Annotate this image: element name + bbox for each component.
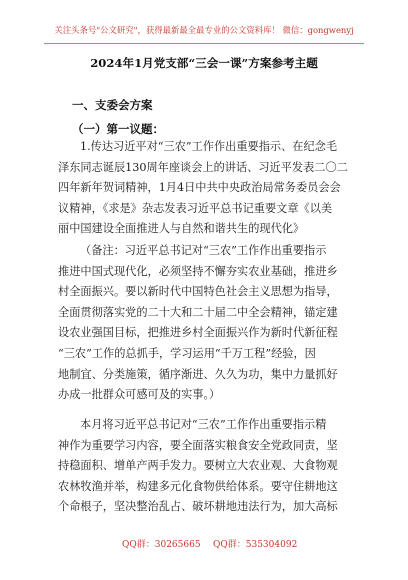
paragraph-line: 本月将习近平总书记对“三农”工作作出重要指示精 [80, 418, 327, 431]
paragraph-line: 泽东同志诞辰130周年座谈会上的讲话、习近平发表二〇二 [58, 160, 348, 174]
section-heading: 一、支委会方案 [72, 98, 153, 112]
paragraph-note [58, 241, 358, 406]
paragraph-line: 丽中国建设全面推进人与自然和谐共生的现代化》 [58, 222, 305, 236]
document-title: 2024年1月党支部“三会一课”方案参考主题 [90, 56, 318, 70]
paragraph-line: “三农”工作的总抓手，学习运用“千万工程”经验，因 [58, 346, 316, 360]
header-watermark-note: 关注头条号"公文研究"，获得最新最全最专业的公文资料库！ 微信：gongwenyj [54, 25, 354, 35]
paragraph-line: 个命根子，坚决整治乱占、破坏耕地违法行为，加大高标 [58, 500, 338, 514]
paragraph-line: 四年新年贺词精神，1月4日中共中央政治局常务委员会会 [58, 181, 341, 195]
paragraph-line: 持稳面积、增单产两手发力。要树立大农业观、大食物观 [58, 459, 338, 473]
paragraph-line: 农林牧渔并举，构建多元化食物供给体系。要守住耕地这 [58, 479, 338, 493]
footer-qq-group-1: QQ群：30265665 [122, 540, 201, 550]
paragraph-monthly-study [58, 415, 358, 518]
paragraph-agenda-item-1 [58, 137, 358, 240]
paragraph-line: 村全面振兴。要以新时代中国特色社会主义思想为指导， [58, 285, 338, 299]
paragraph-line: 办成一批群众可感可及的实事。） [58, 388, 221, 402]
paragraph-line: 议精神，《求是》杂志发表习近平总书记重要文章《以美 [58, 201, 333, 215]
subsection-heading: （一）第一议题： [72, 122, 164, 136]
paragraph-line: 1.传达习近平对“三农”工作作出重要指示、在纪念毛 [80, 140, 338, 153]
header-divider [44, 43, 364, 44]
paragraph-line: 推进中国式现代化，必须坚持不懈夯实农业基础，推进乡 [58, 264, 338, 278]
paragraph-line: 地制宜、分类施策，循序渐进、久久为功，集中力量抓好 [58, 367, 338, 381]
paragraph-line: 设农业强国目标，把推进乡村全面振兴作为新时代新征程 [58, 326, 338, 340]
paragraph-line: 全面贯彻落实党的二十大和二十届二中全会精神，锚定建 [58, 305, 338, 319]
footer-qq-group-2: QQ群：535304092 [213, 540, 298, 550]
paragraph-line: 神作为重要学习内容，要全面落实粮食安全党政同责，坚 [58, 438, 338, 452]
paragraph-line: （备注：习近平总书记对“三农”工作作出重要指示 [80, 244, 327, 257]
